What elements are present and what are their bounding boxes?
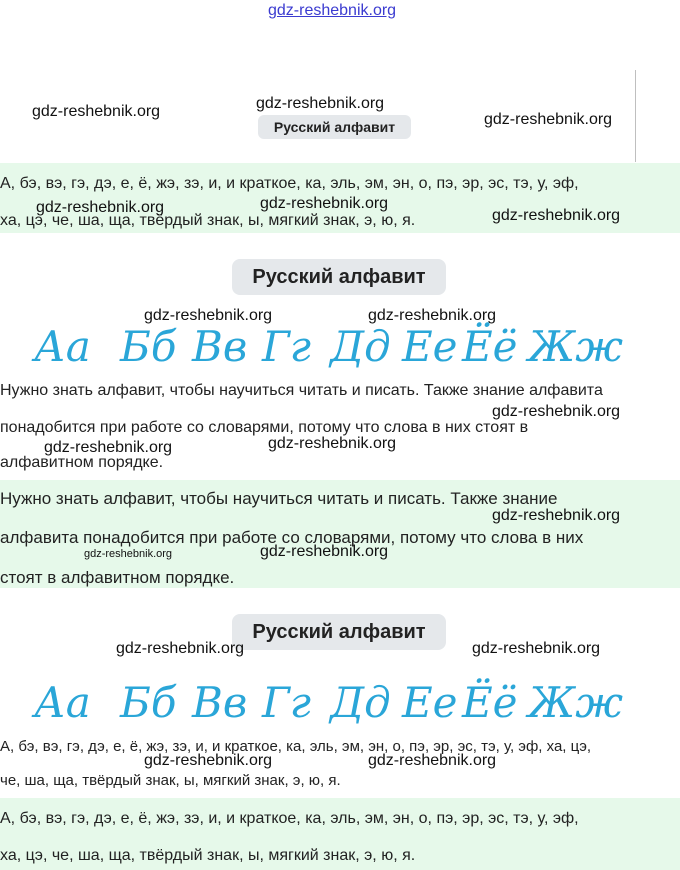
section-title: Русский алфавит [252,265,426,288]
reason-line: стоят в алфавитном порядке. [0,568,235,587]
watermark: gdz-reshebnik.org [368,752,497,769]
section-title-pill [258,115,411,139]
watermark: gdz-reshebnik.org [144,307,273,324]
cursive-letter: Вв [192,322,248,371]
section-title-pill [232,614,446,650]
watermark: gdz-reshebnik.org [268,435,397,452]
watermark: gdz-reshebnik.org [492,507,621,524]
alphabet-line: че, ша, ща, твёрдый знак, ы, мягкий знак, э, ю, я. [0,772,341,789]
watermark: gdz-reshebnik.org [144,752,273,769]
cursive-letter: Жж [528,678,623,727]
alphabet-line: А, бэ, вэ, гэ, дэ, е, ё, жэ, зэ, и, и краткое, ка, эль, эм, эн, о, пэ, эр, эс, тэ, у, эф, [0,175,579,192]
watermark: gdz-reshebnik.org [116,640,245,657]
watermark: gdz-reshebnik.org [260,543,389,560]
cursive-letter: Ёё [462,678,518,727]
section-title: Русский алфавит [273,119,396,135]
cursive-letter: Бб [120,678,177,727]
watermark: gdz-reshebnik.org [44,439,173,456]
cursive-letter: Гг [262,322,312,371]
cursive-letter: Гг [262,678,312,727]
alphabet-line: А, бэ, вэ, гэ, дэ, е, ё, жэ, зэ, и, и краткое, ка, эль, эм, эн, о, пэ, эр, эс, тэ, у, эф, [0,810,579,827]
reason-line: алфавитном порядке. [0,454,164,471]
watermark: gdz-reshebnik.org [492,403,621,420]
watermark: gdz-reshebnik.org [36,199,165,216]
cursive-letter: Жж [528,322,623,371]
cursive-letter: Аа [34,322,91,371]
watermark: gdz-reshebnik.org [484,111,613,128]
watermark-link[interactable]: gdz-reshebnik.org [268,2,397,19]
cursive-letter: Аа [34,678,91,727]
cursive-letter: Ее [402,322,458,371]
cursive-letter: Вв [192,678,248,727]
alphabet-line: ха, цэ, че, ша, ща, твёрдый знак, ы, мягкий знак, э, ю, я. [0,212,416,229]
watermark: gdz-reshebnik.org [492,207,621,224]
cursive-letter: Бб [120,322,177,371]
reason-line: Нужно знать алфавит, чтобы научиться читать и писать. Также знание [0,489,558,508]
reason-line: Нужно знать алфавит, чтобы научиться читать и писать. Также знание алфавита [0,382,603,399]
cursive-letter: Ёё [462,322,518,371]
cursive-letter: Дд [330,678,391,727]
reason-line: понадобится при работе со словарями, потому что слова в них стоят в [0,419,529,436]
watermark: gdz-reshebnik.org [84,548,173,560]
watermark: gdz-reshebnik.org [260,195,389,212]
section-title-pill [232,259,446,295]
divider [635,70,636,162]
section-title: Русский алфавит [252,620,426,643]
reason-line: алфавита понадобится при работе со словарями, потому что слова в них [0,528,584,547]
alphabet-line: ха, цэ, че, ша, ща, твёрдый знак, ы, мягкий знак, э, ю, я. [0,847,416,864]
cursive-letter: Ее [402,678,458,727]
watermark: gdz-reshebnik.org [368,307,497,324]
alphabet-line: А, бэ, вэ, гэ, дэ, е, ё, жэ, зэ, и, и краткое, ка, эль, эм, эн, о, пэ, эр, эс, тэ, у, эф, ха, цэ, [0,738,592,755]
watermark: gdz-reshebnik.org [472,640,601,657]
watermark: gdz-reshebnik.org [256,95,385,112]
watermark: gdz-reshebnik.org [32,103,161,120]
cursive-letter: Дд [330,322,391,371]
